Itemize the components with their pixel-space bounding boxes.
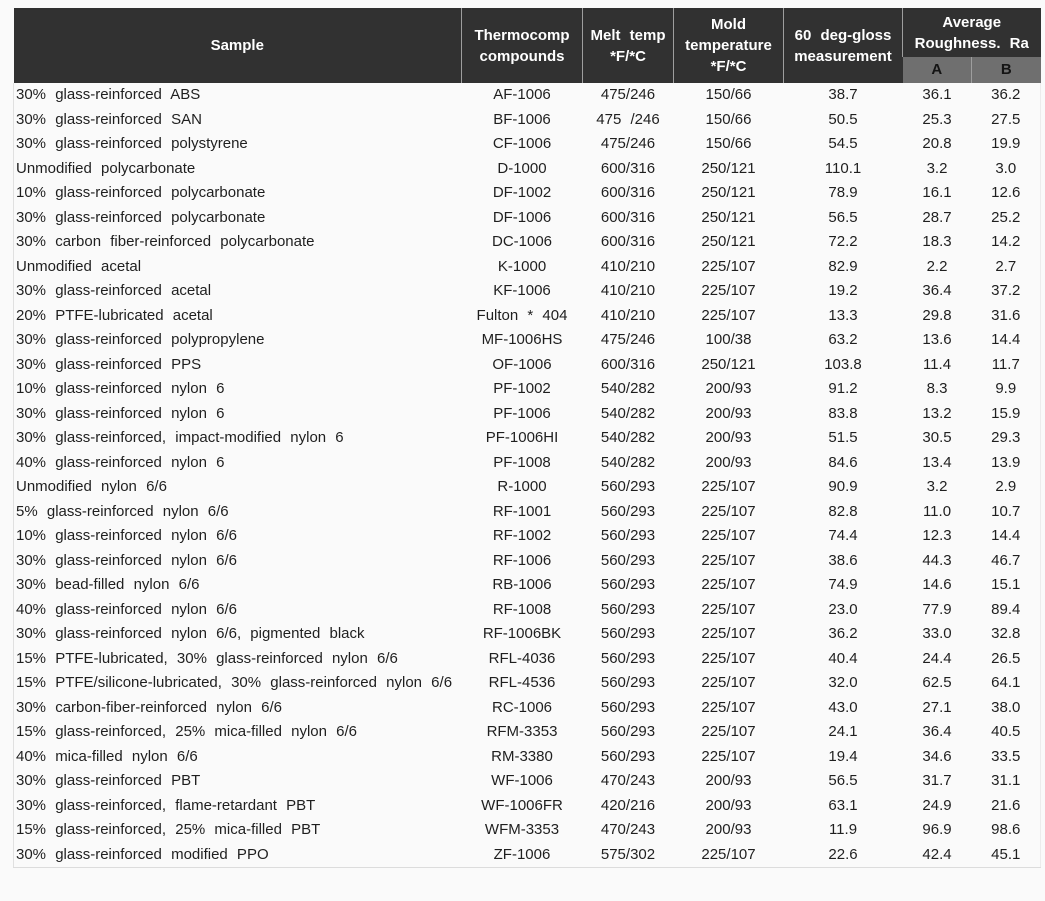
cell-mold-temp: 225/107 — [701, 723, 756, 740]
cell-compound: MF-1006HS — [481, 331, 563, 348]
cell-sample: 30% glass-reinforced polystyrene — [16, 135, 248, 152]
cell-gloss: 19.2 — [828, 282, 858, 299]
table-row — [14, 206, 1041, 231]
cell-sample: 40% glass-reinforced nylon 6 — [16, 453, 225, 471]
cell-mold-temp: 225/107 — [701, 257, 756, 275]
cell-roughness-a: 36.4 — [922, 282, 952, 299]
table-row — [14, 181, 1041, 206]
cell-melt-temp: 600/316 — [600, 159, 656, 177]
cell-roughness-a: 77.9 — [922, 600, 952, 618]
table-row — [14, 255, 1041, 280]
table-row — [14, 549, 1041, 574]
cell-gloss: 22.6 — [828, 845, 858, 863]
cell-sample: 30% glass-reinforced acetal — [16, 282, 212, 299]
cell-roughness-a: 24.4 — [922, 649, 952, 667]
table-header — [14, 8, 1041, 83]
cell-sample: 30% glass-reinforced, impact-modified nylon 6 — [16, 429, 344, 446]
cell-melt-temp: 560/293 — [600, 698, 656, 716]
cell-roughness-b: 21.6 — [991, 796, 1021, 814]
cell-roughness-b: 36.2 — [991, 86, 1021, 103]
cell-roughness-b: 2.9 — [995, 478, 1017, 495]
cell-roughness-b: 32.8 — [991, 625, 1021, 642]
cell-roughness-b: 40.5 — [991, 723, 1021, 740]
cell-compound: DF-1006 — [492, 208, 552, 226]
cell-roughness-a: 8.3 — [926, 380, 948, 397]
cell-sample: 30% glass-reinforced ABS — [16, 86, 201, 103]
cell-sample: 30% glass-reinforced PBT — [16, 772, 201, 789]
cell-mold-temp: 200/93 — [705, 380, 752, 397]
cell-compound: RFL-4536 — [488, 674, 556, 691]
cell-compound: K-1000 — [497, 257, 547, 275]
cell-compound: RF-1008 — [492, 600, 552, 618]
table-row — [14, 794, 1041, 819]
cell-melt-temp: 420/216 — [600, 796, 656, 814]
cell-melt-temp: 410/210 — [600, 306, 656, 324]
table-row — [14, 230, 1041, 255]
cell-gloss: 90.9 — [828, 478, 858, 495]
cell-sample: 15% PTFE-lubricated, 30% glass-reinforced nylon 6/6 — [16, 649, 398, 667]
cell-mold-temp: 250/121 — [701, 355, 756, 373]
cell-compound: AF-1006 — [493, 86, 551, 103]
cell-roughness-b: 31.1 — [991, 772, 1021, 789]
cell-mold-temp: 225/107 — [701, 306, 756, 324]
cell-compound: WF-1006FR — [481, 796, 563, 814]
cell-gloss: 72.2 — [828, 233, 858, 250]
cell-roughness-b: 14.4 — [991, 331, 1021, 348]
cell-roughness-b: 12.6 — [991, 184, 1021, 201]
cell-gloss: 54.5 — [828, 135, 858, 152]
table-row — [14, 843, 1041, 868]
cell-melt-temp: 600/316 — [600, 208, 656, 226]
cell-sample: 40% glass-reinforced nylon 6/6 — [16, 600, 237, 618]
cell-compound: ZF-1006 — [493, 845, 551, 863]
cell-roughness-a: 11.0 — [922, 502, 952, 520]
cell-melt-temp: 560/293 — [600, 747, 656, 765]
cell-roughness-b: 2.7 — [995, 257, 1017, 275]
cell-sample: 30% carbon-fiber-reinforced nylon 6/6 — [16, 698, 282, 716]
cell-melt-temp: 410/210 — [600, 282, 656, 299]
table-row — [14, 426, 1041, 451]
cell-roughness-b: 38.0 — [991, 698, 1021, 716]
cell-compound: RF-1006BK — [482, 625, 562, 642]
cell-roughness-b: 14.4 — [991, 527, 1021, 544]
table-row — [14, 279, 1041, 304]
cell-roughness-b: 10.7 — [991, 502, 1021, 520]
cell-roughness-b: 19.9 — [991, 135, 1021, 152]
cell-roughness-b: 64.1 — [991, 674, 1021, 691]
cell-sample: 30% glass-reinforced modified PPO — [16, 845, 269, 863]
cell-roughness-a: 16.1 — [922, 184, 952, 201]
cell-gloss: 103.8 — [824, 355, 862, 373]
cell-mold-temp: 225/107 — [701, 698, 756, 716]
cell-roughness-b: 3.0 — [995, 159, 1017, 177]
table-row — [14, 745, 1041, 770]
cell-roughness-a: 44.3 — [922, 551, 952, 569]
cell-gloss: 43.0 — [828, 698, 858, 716]
cell-mold-temp: 250/121 — [701, 159, 756, 177]
table-row — [14, 818, 1041, 843]
cell-roughness-b: 15.9 — [991, 404, 1021, 422]
table-row — [14, 524, 1041, 549]
cell-compound: RF-1002 — [492, 527, 552, 544]
cell-melt-temp: 540/282 — [600, 404, 656, 422]
cell-roughness-a: 36.4 — [922, 723, 952, 740]
cell-melt-temp: 575/302 — [600, 845, 656, 863]
cell-roughness-a: 42.4 — [922, 845, 952, 863]
cell-mold-temp: 100/38 — [705, 331, 752, 348]
cell-melt-temp: 600/316 — [600, 355, 656, 373]
table-row — [14, 328, 1041, 353]
col-header-roughness-a: A — [903, 57, 972, 83]
table-row — [14, 304, 1041, 329]
cell-mold-temp: 250/121 — [701, 208, 756, 226]
table-row — [14, 696, 1041, 721]
cell-compound: RB-1006 — [492, 576, 552, 593]
cell-compound: RFM-3353 — [486, 723, 558, 740]
cell-gloss: 19.4 — [828, 747, 858, 765]
compound-properties-table — [13, 8, 1041, 868]
cell-melt-temp: 560/293 — [600, 576, 656, 593]
table-row — [14, 451, 1041, 476]
cell-mold-temp: 200/93 — [705, 453, 752, 471]
cell-sample: 5% glass-reinforced nylon 6/6 — [16, 502, 229, 520]
cell-melt-temp: 475 /246 — [596, 110, 660, 128]
cell-roughness-a: 29.8 — [922, 306, 952, 324]
cell-melt-temp: 475/246 — [600, 331, 656, 348]
cell-gloss: 110.1 — [824, 159, 862, 177]
cell-roughness-b: 98.6 — [991, 821, 1021, 838]
cell-mold-temp: 225/107 — [701, 649, 756, 667]
cell-sample: Unmodified polycarbonate — [16, 159, 196, 177]
cell-compound: PF-1002 — [493, 380, 551, 397]
cell-melt-temp: 560/293 — [600, 551, 656, 569]
cell-roughness-a: 62.5 — [922, 674, 952, 691]
cell-mold-temp: 225/107 — [701, 478, 756, 495]
table-row — [14, 377, 1041, 402]
cell-roughness-a: 18.3 — [922, 233, 952, 250]
cell-sample: Unmodified acetal — [16, 257, 142, 275]
cell-compound: PF-1006 — [493, 404, 551, 422]
cell-sample: 30% glass-reinforced PPS — [16, 355, 202, 373]
cell-roughness-a: 25.3 — [922, 110, 952, 128]
table-row — [14, 720, 1041, 745]
cell-mold-temp: 200/93 — [705, 796, 752, 814]
cell-roughness-a: 36.1 — [922, 86, 952, 103]
cell-gloss: 82.8 — [828, 502, 858, 520]
cell-roughness-b: 45.1 — [991, 845, 1021, 863]
cell-roughness-b: 27.5 — [991, 110, 1021, 128]
cell-mold-temp: 225/107 — [701, 674, 756, 691]
cell-mold-temp: 225/107 — [701, 625, 756, 642]
cell-mold-temp: 200/93 — [705, 404, 752, 422]
cell-mold-temp: 200/93 — [705, 772, 752, 789]
col-header-melt-temp: Melt temp *F/*C — [583, 8, 674, 83]
cell-gloss: 23.0 — [828, 600, 858, 618]
cell-roughness-a: 14.6 — [922, 576, 952, 593]
cell-compound: PF-1008 — [493, 453, 551, 471]
cell-compound: R-1000 — [497, 478, 547, 495]
cell-compound: WF-1006 — [491, 772, 553, 789]
cell-gloss: 63.1 — [828, 796, 858, 814]
cell-roughness-b: 13.9 — [991, 453, 1021, 471]
table-row — [14, 402, 1041, 427]
cell-melt-temp: 560/293 — [600, 478, 656, 495]
table-row — [14, 475, 1041, 500]
col-header-mold-temperature: Mold temperature *F/*C — [674, 8, 784, 83]
cell-compound: RFL-4036 — [488, 649, 556, 667]
cell-compound: RC-1006 — [491, 698, 553, 716]
cell-melt-temp: 470/243 — [600, 821, 656, 838]
table-body — [14, 83, 1041, 868]
cell-roughness-a: 3.2 — [926, 478, 948, 495]
cell-melt-temp: 540/282 — [600, 453, 656, 471]
cell-sample: 10% glass-reinforced polycarbonate — [16, 184, 266, 201]
cell-sample: 30% glass-reinforced nylon 6 — [16, 404, 225, 422]
cell-sample: 30% glass-reinforced polycarbonate — [16, 208, 266, 226]
cell-compound: WFM-3353 — [484, 821, 560, 838]
cell-melt-temp: 540/282 — [600, 429, 656, 446]
cell-compound: OF-1006 — [492, 355, 552, 373]
cell-roughness-a: 13.2 — [922, 404, 952, 422]
cell-roughness-b: 31.6 — [991, 306, 1021, 324]
cell-mold-temp: 225/107 — [701, 551, 756, 569]
cell-compound: RF-1006 — [492, 551, 552, 569]
cell-sample: 15% glass-reinforced, 25% mica-filled PBT — [16, 821, 321, 838]
cell-sample: 15% PTFE/silicone-lubricated, 30% glass-reinforced nylon 6/6 — [16, 674, 453, 691]
cell-gloss: 50.5 — [828, 110, 858, 128]
cell-melt-temp: 560/293 — [600, 502, 656, 520]
cell-roughness-b: 15.1 — [991, 576, 1021, 593]
cell-melt-temp: 560/293 — [600, 625, 656, 642]
cell-sample: 30% glass-reinforced nylon 6/6, pigmented black — [16, 625, 365, 642]
cell-mold-temp: 225/107 — [701, 282, 756, 299]
cell-roughness-b: 37.2 — [991, 282, 1021, 299]
cell-mold-temp: 250/121 — [701, 184, 756, 201]
cell-roughness-b: 9.9 — [995, 380, 1017, 397]
cell-mold-temp: 150/66 — [705, 135, 752, 152]
cell-mold-temp: 225/107 — [701, 502, 756, 520]
cell-roughness-a: 24.9 — [922, 796, 952, 814]
cell-mold-temp: 150/66 — [705, 86, 752, 103]
cell-melt-temp: 470/243 — [600, 772, 656, 789]
cell-gloss: 84.6 — [828, 453, 858, 471]
cell-sample: 10% glass-reinforced nylon 6 — [16, 380, 225, 397]
cell-gloss: 38.7 — [828, 86, 858, 103]
cell-sample: 20% PTFE-lubricated acetal — [16, 306, 213, 324]
cell-compound: KF-1006 — [493, 282, 551, 299]
table-row — [14, 598, 1041, 623]
cell-melt-temp: 410/210 — [600, 257, 656, 275]
cell-melt-temp: 540/282 — [600, 380, 656, 397]
table-row — [14, 647, 1041, 672]
cell-sample: 10% glass-reinforced nylon 6/6 — [16, 527, 237, 544]
cell-roughness-a: 20.8 — [922, 135, 952, 152]
cell-roughness-a: 96.9 — [922, 821, 952, 838]
cell-melt-temp: 475/246 — [600, 86, 656, 103]
cell-melt-temp: 560/293 — [600, 674, 656, 691]
table-row — [14, 500, 1041, 525]
cell-mold-temp: 225/107 — [701, 747, 756, 765]
cell-gloss: 56.5 — [828, 772, 858, 789]
table-row — [14, 157, 1041, 182]
cell-gloss: 32.0 — [828, 674, 858, 691]
cell-roughness-a: 30.5 — [922, 429, 952, 446]
cell-roughness-a: 28.7 — [922, 208, 952, 226]
cell-melt-temp: 600/316 — [600, 184, 656, 201]
cell-compound: PF-1006HI — [485, 429, 559, 446]
table-row — [14, 671, 1041, 696]
cell-compound: CF-1006 — [492, 135, 552, 152]
table-row — [14, 132, 1041, 157]
cell-roughness-b: 11.7 — [991, 355, 1020, 373]
cell-roughness-b: 14.2 — [991, 233, 1021, 250]
cell-gloss: 74.9 — [828, 576, 858, 593]
cell-roughness-b: 89.4 — [991, 600, 1021, 618]
cell-compound: Fulton * 404 — [476, 306, 568, 324]
table-row — [14, 573, 1041, 598]
table-row — [14, 769, 1041, 794]
cell-gloss: 36.2 — [828, 625, 858, 642]
cell-mold-temp: 250/121 — [701, 233, 756, 250]
cell-compound: D-1000 — [497, 159, 547, 177]
cell-melt-temp: 560/293 — [600, 649, 656, 667]
cell-roughness-a: 33.0 — [922, 625, 952, 642]
cell-gloss: 56.5 — [828, 208, 858, 226]
cell-sample: 30% glass-reinforced polypropylene — [16, 331, 265, 348]
cell-mold-temp: 225/107 — [701, 845, 756, 863]
cell-roughness-a: 13.4 — [922, 453, 952, 471]
cell-gloss: 51.5 — [828, 429, 858, 446]
cell-gloss: 24.1 — [828, 723, 858, 740]
cell-mold-temp: 225/107 — [701, 600, 756, 618]
cell-gloss: 74.4 — [828, 527, 858, 544]
cell-roughness-b: 29.3 — [991, 429, 1021, 446]
cell-sample: 30% glass-reinforced nylon 6/6 — [16, 551, 237, 569]
cell-gloss: 13.3 — [828, 306, 858, 324]
cell-gloss: 40.4 — [828, 649, 858, 667]
cell-compound: DF-1002 — [492, 184, 552, 201]
cell-roughness-a: 12.3 — [922, 527, 952, 544]
cell-melt-temp: 600/316 — [600, 233, 656, 250]
table-row — [14, 83, 1041, 108]
cell-roughness-a: 31.7 — [922, 772, 952, 789]
cell-melt-temp: 475/246 — [600, 135, 656, 152]
cell-roughness-a: 2.2 — [926, 257, 948, 275]
cell-mold-temp: 225/107 — [701, 527, 756, 544]
col-header-thermocomp-compounds: Thermocomp compounds — [462, 8, 583, 83]
cell-compound: RM-3380 — [491, 747, 553, 765]
cell-compound: BF-1006 — [493, 110, 551, 128]
cell-sample: 15% glass-reinforced, 25% mica-filled nylon 6/6 — [16, 723, 357, 740]
cell-roughness-a: 13.6 — [922, 331, 952, 348]
cell-roughness-b: 26.5 — [991, 649, 1021, 667]
cell-sample: 30% bead-filled nylon 6/6 — [16, 576, 200, 593]
cell-roughness-b: 25.2 — [991, 208, 1021, 226]
cell-roughness-b: 33.5 — [991, 747, 1021, 765]
cell-mold-temp: 225/107 — [701, 576, 756, 593]
cell-melt-temp: 560/293 — [600, 600, 656, 618]
cell-compound: RF-1001 — [492, 502, 552, 520]
table-row — [14, 353, 1041, 378]
cell-mold-temp: 150/66 — [705, 110, 752, 128]
cell-roughness-b: 46.7 — [991, 551, 1021, 569]
col-header-average-roughness: Average Roughness. Ra — [903, 8, 1041, 57]
cell-sample: 40% mica-filled nylon 6/6 — [16, 747, 198, 765]
cell-roughness-a: 27.1 — [922, 698, 952, 716]
cell-compound: DC-1006 — [491, 233, 553, 250]
col-header-sample: Sample — [14, 8, 462, 83]
cell-gloss: 63.2 — [828, 331, 858, 348]
table-row — [14, 108, 1041, 133]
cell-roughness-a: 3.2 — [926, 159, 948, 177]
cell-mold-temp: 200/93 — [705, 821, 752, 838]
cell-sample: 30% glass-reinforced, flame-retardant PBT — [16, 796, 316, 814]
cell-gloss: 91.2 — [828, 380, 858, 397]
cell-gloss: 11.9 — [828, 821, 858, 838]
cell-sample: 30% glass-reinforced SAN — [16, 110, 202, 128]
table-row — [14, 622, 1041, 647]
cell-sample: Unmodified nylon 6/6 — [16, 478, 167, 495]
cell-gloss: 38.6 — [828, 551, 858, 569]
cell-roughness-a: 11.4 — [922, 355, 952, 373]
cell-melt-temp: 560/293 — [600, 723, 656, 740]
cell-gloss: 78.9 — [828, 184, 858, 201]
col-header-gloss-measurement: 60 deg-gloss measurement — [784, 8, 903, 83]
cell-melt-temp: 560/293 — [600, 527, 656, 544]
cell-gloss: 82.9 — [828, 257, 858, 275]
cell-gloss: 83.8 — [828, 404, 858, 422]
col-header-roughness-b: B — [972, 57, 1041, 83]
cell-sample: 30% carbon fiber-reinforced polycarbonate — [16, 233, 315, 250]
cell-mold-temp: 200/93 — [705, 429, 752, 446]
cell-roughness-a: 34.6 — [922, 747, 952, 765]
